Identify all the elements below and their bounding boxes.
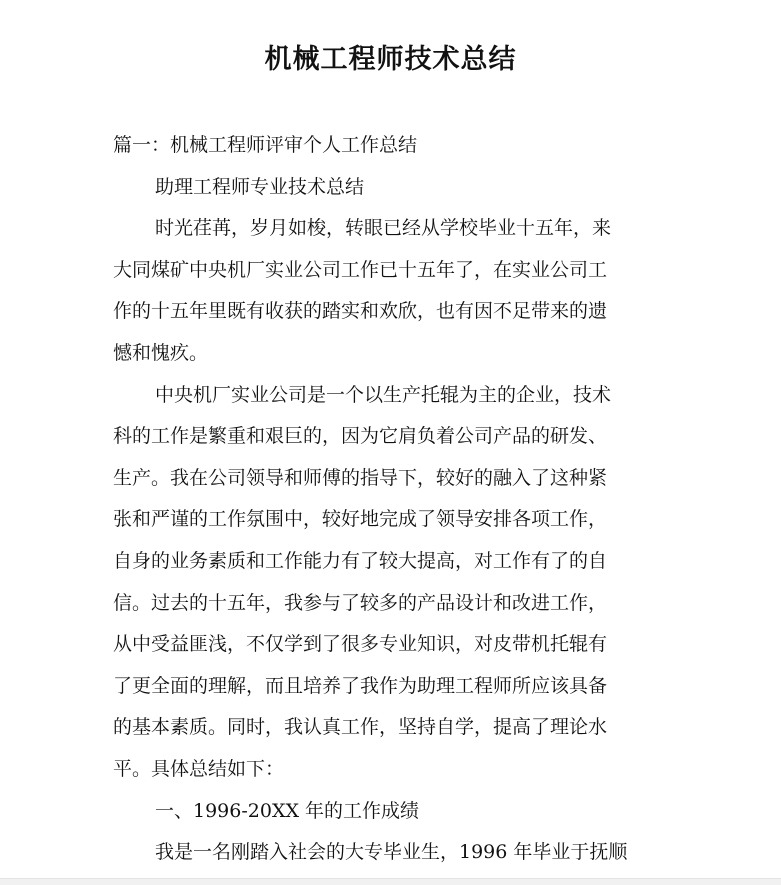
paragraph-line: 憾和愧疚。 bbox=[113, 341, 209, 364]
paragraph-line: 大同煤矿中央机厂实业公司工作已十五年了，在实业公司工 bbox=[113, 258, 608, 281]
paragraph-line: 时光荏苒，岁月如梭，转眼已经从学校毕业十五年，来 bbox=[155, 217, 612, 240]
paragraph-line: 科的工作是繁重和艰巨的，因为它肩负着公司产品的研发、 bbox=[113, 425, 608, 448]
paragraph-line: 的基本素质。同时，我认真工作，坚持自学，提高了理论水 bbox=[113, 716, 608, 739]
paragraph-line: 生产。我在公司领导和师傅的指导下，较好的融入了这种紧 bbox=[113, 466, 608, 489]
paragraph-line: 我是一名刚踏入社会的大专毕业生，1996 年毕业于抚顺 bbox=[155, 841, 628, 864]
paragraph-line: 中央机厂实业公司是一个以生产托辊为主的企业，技术 bbox=[155, 383, 612, 406]
section-subheading: 一、1996-20XX 年的工作成绩 bbox=[155, 799, 420, 822]
paragraph-line: 信。过去的十五年，我参与了较多的产品设计和改进工作， bbox=[113, 591, 608, 614]
paragraph-line: 张和严谨的工作氛围中，较好地完成了领导安排各项工作， bbox=[113, 508, 608, 531]
document-title: 机械工程师技术总结 bbox=[264, 44, 517, 75]
paragraph-line: 了更全面的理解，而且培养了我作为助理工程师所应该具备 bbox=[113, 674, 608, 697]
paragraph-line: 平。具体总结如下： bbox=[113, 757, 285, 780]
paragraph-line: 自身的业务素质和工作能力有了较大提高，对工作有了的自 bbox=[113, 549, 608, 572]
subheading: 助理工程师专业技术总结 bbox=[155, 175, 365, 198]
paragraph-line: 从中受益匪浅，不仅学到了很多专业知识，对皮带机托辊有 bbox=[113, 633, 608, 656]
document-body bbox=[113, 125, 673, 874]
section-heading: 篇一：机械工程师评审个人工作总结 bbox=[113, 134, 418, 156]
paragraph-line: 作的十五年里既有收获的踏实和欢欣，也有因不足带来的遗 bbox=[113, 300, 608, 323]
